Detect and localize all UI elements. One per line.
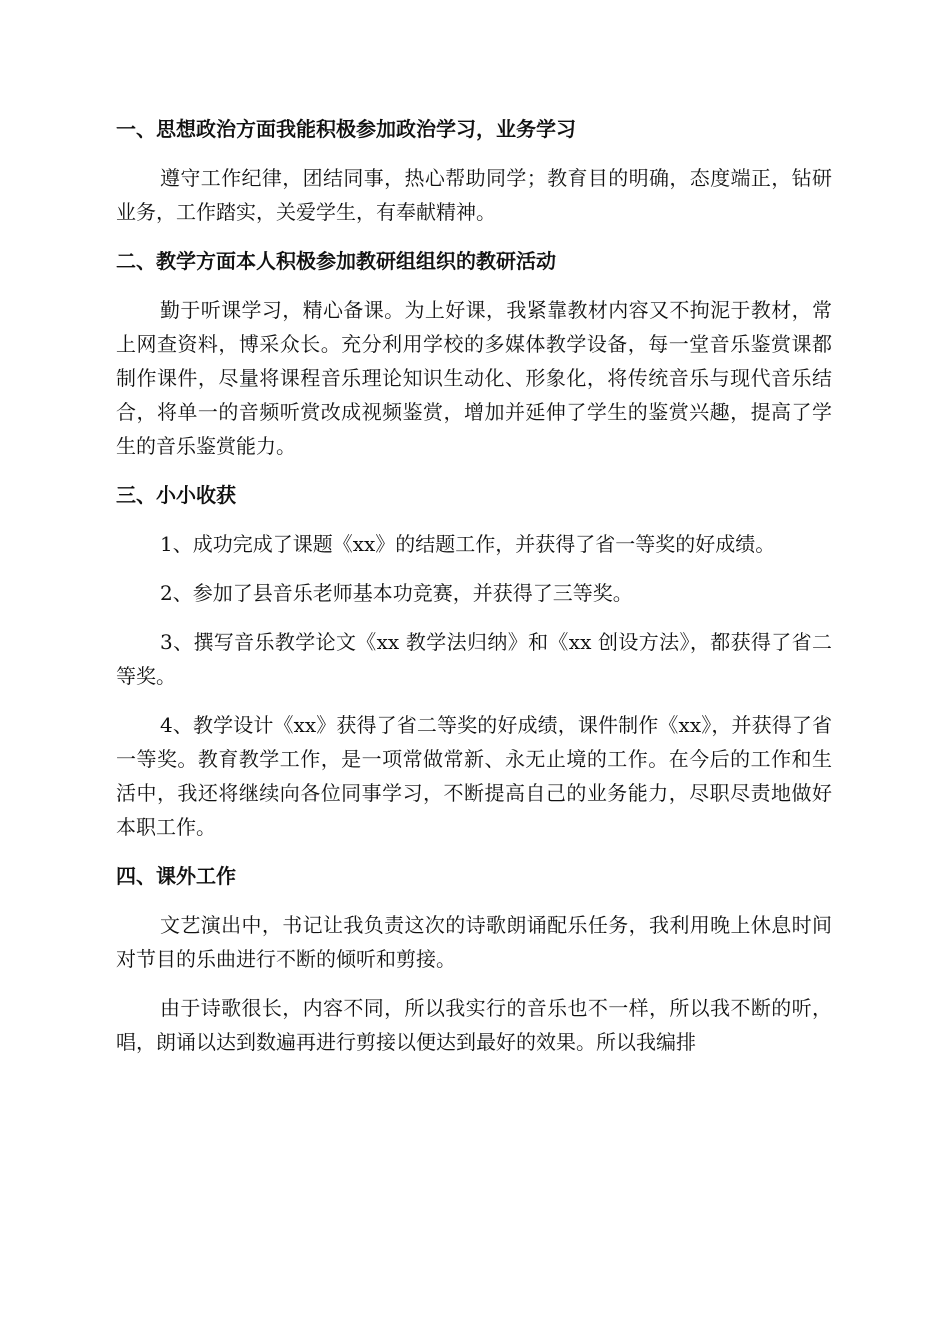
section-1-paragraph-1: 遵守工作纪律，团结同事，热心帮助同学；教育目的明确，态度端正，钻研业务，工作踏实，关爱学生，有奉献精神。 — [116, 166, 832, 224]
section-heading-2: 二、教学方面本人积极参加教研组组织的教研活动 — [116, 249, 556, 273]
section-3-item-1: 1、成功完成了课题《xx》的结题工作，并获得了省一等奖的好成绩。 — [160, 532, 776, 556]
document-body — [116, 112, 832, 1059]
section-4-paragraph-1: 文艺演出中，书记让我负责这次的诗歌朗诵配乐任务，我利用晚上休息时间对节目的乐曲进行不断的倾听和剪接。 — [116, 913, 832, 971]
section-3-item-4: 4、教学设计《xx》获得了省二等奖的好成绩，课件制作《xx》，并获得了省一等奖。教育教学工作，是一项常做常新、永无止境的工作。在今后的工作和生活中，我还将继续向各位同事学习，不断提高自己的业务能力，尽职尽责地做好本职工作。 — [116, 713, 832, 839]
section-3-item-3: 3、撰写音乐教学论文《xx 教学法归纳》和《xx 创设方法》，都获得了省二等奖。 — [116, 630, 832, 688]
section-4-paragraph-2: 由于诗歌很长，内容不同，所以我实行的音乐也不一样，所以我不断的听，唱，朗诵以达到数遍再进行剪接以便达到最好的效果。所以我编排 — [116, 996, 832, 1054]
section-heading-3: 三、小小收获 — [116, 483, 236, 507]
section-heading-4: 四、课外工作 — [116, 864, 236, 888]
section-heading-1: 一、思想政治方面我能积极参加政治学习，业务学习 — [116, 117, 576, 141]
section-3-item-2: 2、参加了县音乐老师基本功竞赛，并获得了三等奖。 — [160, 581, 633, 605]
section-2-paragraph-1: 勤于听课学习，精心备课。为上好课，我紧靠教材内容又不拘泥于教材，常上网查资料，博采众长。充分利用学校的多媒体教学设备，每一堂音乐鉴赏课都制作课件，尽量将课程音乐理论知识生动化、形象化，将传统音乐与现代音乐结合，将单一的音频听赏改成视频鉴赏，增加并延伸了学生的鉴赏兴趣，提高了学生的音乐鉴赏能力。 — [116, 298, 832, 458]
